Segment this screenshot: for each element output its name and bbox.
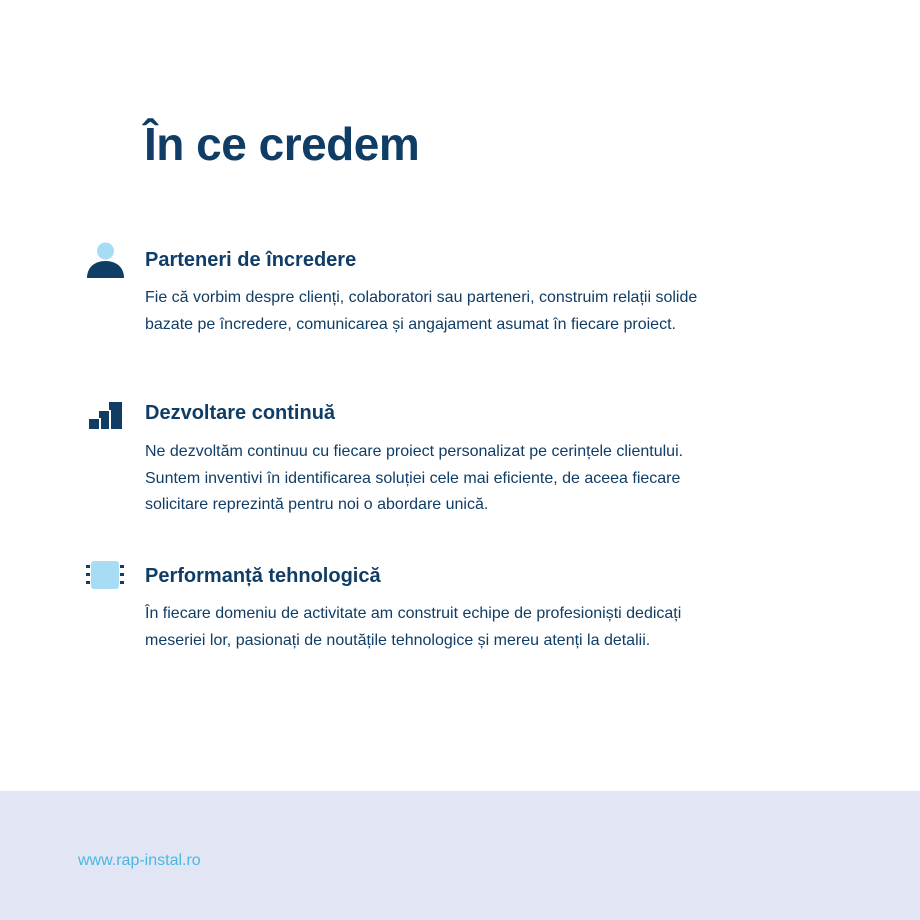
section-title: Performanță tehnologică (145, 565, 381, 587)
section-text-line: Suntem inventivi în identificarea soluției cele mai eficiente, de aceea fiecare (145, 469, 681, 487)
section-text-line: Fie că vorbim despre clienți, colaboratori sau parteneri, construim relații solide (145, 289, 698, 306)
section-title: Parteneri de încredere (145, 249, 357, 271)
chip-icon (85, 559, 125, 596)
section-text-line: bazate pe încredere, comunicarea și angajament asumat în fiecare proiect. (145, 315, 676, 333)
section-text-line: În fiecare domeniu de activitate am construit echipe de profesioniști dedicați (145, 605, 682, 622)
section-text-line: Ne dezvoltăm continuu cu fiecare proiect personalizat pe cerințele clientului. (145, 443, 684, 460)
section-text-line: meseriei lor, pasionați de noutățile tehnologice și mereu atenți la detalii. (145, 631, 651, 649)
page-title: În ce credem (144, 118, 420, 170)
section-text (145, 601, 765, 654)
section-text (145, 285, 765, 338)
person-icon (86, 240, 126, 285)
section-text-line: solicitare reprezintă pentru noi o abordare unică. (145, 496, 489, 513)
footer (0, 791, 920, 920)
section-text (145, 439, 765, 519)
section-title: Dezvoltare continuă (145, 402, 336, 424)
website-link[interactable]: www.rap-instal.ro (78, 852, 201, 869)
stairs-icon (88, 400, 124, 435)
